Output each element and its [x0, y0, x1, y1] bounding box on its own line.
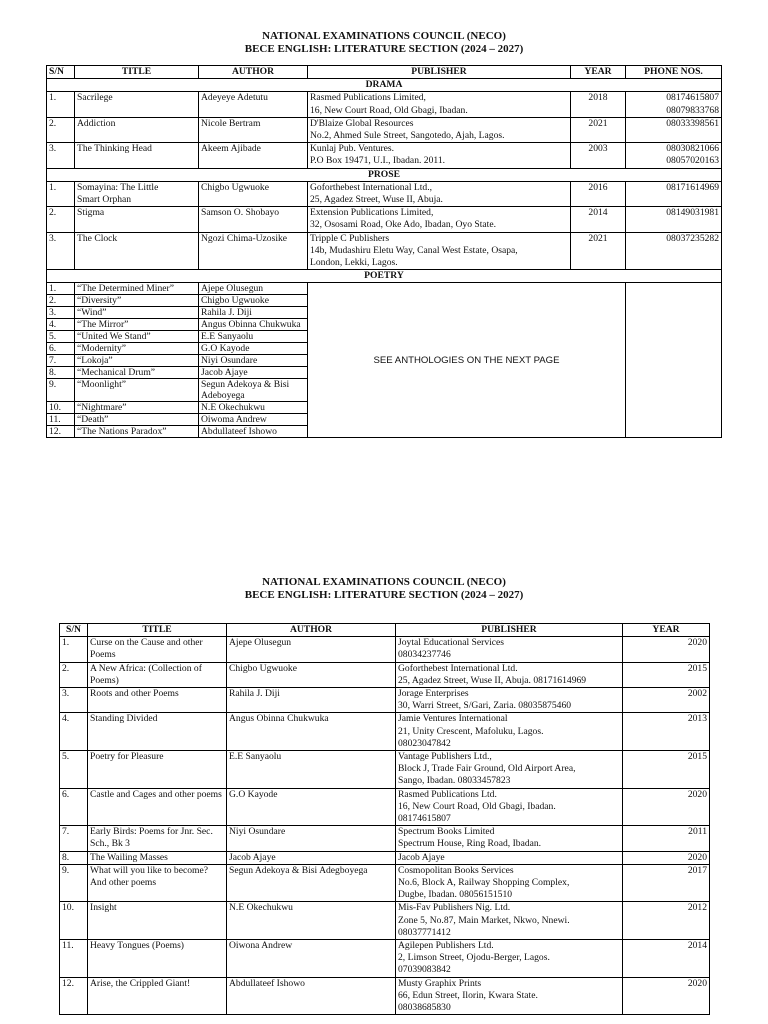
table-row	[47, 207, 722, 232]
row-sn: 12.	[47, 426, 75, 438]
publisher-line: D'Blaize Global Resources	[310, 117, 414, 129]
row-publisher	[396, 713, 623, 751]
row-year: 2014	[571, 207, 626, 232]
page2-heading	[0, 576, 768, 602]
publisher-line: 25, Agadez Street, Wuse II, Abuja.	[310, 194, 443, 206]
row-author: Segun Adekoya & Bisi Adeboyega	[199, 379, 308, 402]
page1-heading	[0, 30, 768, 56]
col-header-sn: S/N	[47, 66, 75, 79]
title-line: Heavy Tongues (Poems)	[90, 940, 185, 952]
table-row	[60, 864, 710, 902]
row-sn: 3.	[47, 143, 75, 168]
table-row	[60, 902, 710, 940]
table-row	[60, 977, 710, 1015]
publisher-line: Sango, Ibadan. 08033457823	[398, 775, 511, 787]
row-sn: 10.	[47, 402, 75, 414]
table-row	[60, 688, 710, 713]
table-row	[60, 940, 710, 978]
row-title	[88, 662, 227, 687]
row-sn: 3.	[60, 688, 88, 713]
table-header-row	[60, 624, 710, 637]
title-line: Standing Divided	[90, 713, 158, 725]
row-sn: 7.	[47, 355, 75, 367]
section-prose: PROSE	[47, 168, 722, 181]
section-drama-row	[47, 79, 722, 92]
row-title: “The Determined Miner”	[75, 283, 199, 295]
row-sn: 6.	[60, 788, 88, 826]
table-row	[60, 751, 710, 789]
row-author: N.E Okechukwu	[199, 402, 308, 414]
table-row	[60, 826, 710, 851]
publisher-line: Joytal Educational Services	[398, 637, 505, 649]
row-title	[88, 851, 227, 864]
title-line: Insight	[90, 902, 117, 914]
publisher-line: Block J, Trade Fair Ground, Old Airport Area,	[398, 763, 576, 775]
row-author: Niyi Osundare	[199, 355, 308, 367]
row-title	[88, 688, 227, 713]
publisher-line: Kunlaj Pub. Ventures.	[310, 143, 395, 155]
row-publisher	[308, 143, 571, 168]
row-publisher	[396, 902, 623, 940]
row-author: Rahila J. Diji	[199, 307, 308, 319]
row-year: 2020	[623, 977, 710, 1015]
row-sn: 1.	[47, 283, 75, 295]
col-header-title: TITLE	[75, 66, 199, 79]
publisher-line: 08038685830	[398, 1002, 451, 1014]
publisher-line: 30, Warri Street, S/Gari, Zaria. 08035875460	[398, 700, 572, 712]
publisher-line: 08023047842	[398, 737, 451, 749]
row-title	[88, 751, 227, 789]
col-header-year: YEAR	[623, 624, 710, 637]
title-line: The Thinking Head	[77, 143, 152, 155]
table-row	[60, 662, 710, 687]
row-title	[88, 977, 227, 1015]
title-line: Castle and Cages and other poems	[90, 788, 222, 800]
title-line: Poems	[90, 649, 116, 661]
row-publisher	[396, 688, 623, 713]
row-author: Abdullateef Ishowo	[227, 977, 396, 1015]
row-publisher	[396, 977, 623, 1015]
row-sn: 1.	[47, 92, 75, 117]
row-publisher	[396, 851, 623, 864]
row-title	[88, 637, 227, 662]
table-row	[47, 143, 722, 168]
publisher-line: 25, Agadez Street, Wuse II, Abuja. 08171614969	[398, 674, 587, 686]
phone-line: 08149031981	[666, 207, 719, 219]
row-year: 2020	[623, 637, 710, 662]
publisher-line: Tripple C Publishers	[310, 232, 390, 244]
row-phone	[626, 181, 722, 206]
row-sn: 8.	[60, 851, 88, 864]
title-line: Curse on the Cause and other	[90, 637, 203, 649]
publisher-line: 21, Unity Crescent, Mafoluku, Lagos.	[398, 725, 544, 737]
row-year: 2020	[623, 788, 710, 826]
row-year: 2011	[623, 826, 710, 851]
table-row	[60, 713, 710, 751]
publisher-line: 2, Limson Street, Ojodu-Berger, Lagos.	[398, 952, 550, 964]
row-year: 2016	[571, 181, 626, 206]
row-author: Jacob Ajaye	[227, 851, 396, 864]
publisher-line: 32, Ososami Road, Oke Ado, Ibadan, Oyo State.	[310, 219, 496, 231]
row-title: “The Mirror”	[75, 319, 199, 331]
row-sn: 2.	[60, 662, 88, 687]
anthology-table-page2	[59, 623, 710, 1015]
table-row	[60, 637, 710, 662]
publisher-line: 66, Edun Street, Ilorin, Kwara State.	[398, 989, 538, 1001]
publisher-line: 08174615807	[398, 813, 451, 825]
col-header-year: YEAR	[571, 66, 626, 79]
row-sn: 6.	[47, 343, 75, 355]
title-line: Poetry for Pleasure	[90, 751, 164, 763]
page2-title-line1: NATIONAL EXAMINATIONS COUNCIL (NECO)	[262, 576, 506, 588]
publisher-line: 16, New Court Road, Old Gbagi, Ibadan.	[310, 104, 468, 116]
phone-line: 08030821066	[666, 143, 719, 155]
row-author: Jacob Ajaye	[199, 367, 308, 379]
row-author: Nicole Bertram	[199, 117, 308, 142]
publisher-line: No.6, Block A, Railway Shopping Complex,	[398, 877, 570, 889]
phone-line: 08171614969	[666, 181, 719, 193]
row-title: “Diversity”	[75, 295, 199, 307]
title-line: Sch., Bk 3	[90, 838, 130, 850]
publisher-line: Cosmopolitan Books Services	[398, 864, 514, 876]
publisher-line: Jacob Ajaye	[398, 851, 445, 863]
table-row	[47, 232, 722, 270]
row-phone	[626, 117, 722, 142]
phone-line: 08057020163	[666, 155, 719, 167]
publisher-line: Rasmed Publications Ltd.	[398, 788, 497, 800]
row-author: Angus Obinna Chukwuka	[227, 713, 396, 751]
row-sn: 5.	[60, 751, 88, 789]
row-author: Chigbo Ugwuoke	[199, 295, 308, 307]
row-sn: 9.	[47, 379, 75, 402]
row-title	[75, 207, 199, 232]
row-publisher	[308, 117, 571, 142]
row-publisher	[308, 232, 571, 270]
row-year: 2021	[571, 117, 626, 142]
row-author: Ngozi Chima-Uzosike	[199, 232, 308, 270]
row-sn: 4.	[47, 319, 75, 331]
publisher-line: No.2, Ahmed Sule Street, Sangotedo, Ajah, Lagos.	[310, 130, 505, 142]
row-author: N.E Okechukwu	[227, 902, 396, 940]
row-sn: 4.	[60, 713, 88, 751]
row-sn: 7.	[60, 826, 88, 851]
table-row	[60, 788, 710, 826]
row-author: Adeyeye Adetutu	[199, 92, 308, 117]
publisher-line: Rasmed Publications Limited,	[310, 92, 426, 104]
table-row	[60, 851, 710, 864]
table-row	[47, 117, 722, 142]
page2-title-line2: BECE ENGLISH: LITERATURE SECTION (2024 – 2027)	[244, 589, 524, 601]
phone-line: 08174615807	[666, 92, 719, 104]
section-drama: DRAMA	[47, 79, 722, 92]
title-line: Roots and other Poems	[90, 688, 179, 700]
publisher-line: 07039083842	[398, 964, 451, 976]
row-title: “Wind”	[75, 307, 199, 319]
table-row	[47, 181, 722, 206]
title-line: The Clock	[77, 232, 118, 244]
row-title	[75, 117, 199, 142]
col-header-author: AUTHOR	[227, 624, 396, 637]
row-sn: 2.	[47, 207, 75, 232]
row-author: Segun Adekoya & Bisi Adegboyega	[227, 864, 396, 902]
row-year: 2015	[623, 751, 710, 789]
col-header-sn: S/N	[60, 624, 88, 637]
publisher-line: Spectrum Books Limited	[398, 826, 495, 838]
row-title	[88, 902, 227, 940]
row-publisher	[308, 92, 571, 117]
row-title	[88, 713, 227, 751]
row-author: E.E Sanyaolu	[227, 751, 396, 789]
row-sn: 3.	[47, 232, 75, 270]
publisher-line: Musty Graphix Prints	[398, 977, 482, 989]
publisher-line: Jorage Enterprises	[398, 688, 469, 700]
row-publisher	[396, 637, 623, 662]
publisher-line: Vantage Publishers Ltd.,	[398, 751, 492, 763]
publisher-line: 14b, Mudashiru Eletu Way, Canal West Estate, Osapa,	[310, 244, 518, 256]
row-title: “Lokoja”	[75, 355, 199, 367]
title-line: Arise, the Crippled Giant!	[90, 977, 191, 989]
title-line: Smart Orphan	[77, 194, 132, 206]
literature-table-page1	[46, 65, 722, 438]
section-prose-row	[47, 168, 722, 181]
publisher-line: 16, New Court Road, Old Gbagi, Ibadan.	[398, 800, 556, 812]
row-author: Oiwoma Andrew	[199, 414, 308, 426]
row-author: Oiwona Andrew	[227, 940, 396, 978]
row-sn: 10.	[60, 902, 88, 940]
row-author: G.O Kayode	[227, 788, 396, 826]
row-publisher	[396, 940, 623, 978]
row-phone	[626, 92, 722, 117]
publisher-line: P.O Box 19471, U.I., Ibadan. 2011.	[310, 155, 446, 167]
table-header-row	[47, 66, 722, 79]
row-year: 2002	[623, 688, 710, 713]
row-year: 2012	[623, 902, 710, 940]
row-sn: 2.	[47, 295, 75, 307]
row-sn: 1.	[47, 181, 75, 206]
row-title: “United We Stand”	[75, 331, 199, 343]
phone-line: 08037235282	[666, 232, 719, 244]
row-publisher	[396, 826, 623, 851]
row-year: 2021	[571, 232, 626, 270]
row-author: Chigbo Ugwuoke	[199, 181, 308, 206]
row-year: 2020	[623, 851, 710, 864]
row-sn: 3.	[47, 307, 75, 319]
col-header-publisher: PUBLISHER	[396, 624, 623, 637]
section-poetry-row	[47, 270, 722, 283]
title-line: Poems)	[90, 674, 119, 686]
row-sn: 12.	[60, 977, 88, 1015]
publisher-line: Goforthebest International Ltd.,	[310, 181, 433, 193]
title-line: Stigma	[77, 207, 105, 219]
row-year: 2017	[623, 864, 710, 902]
row-author: Ajepe Olusegun	[199, 283, 308, 295]
row-year: 2003	[571, 143, 626, 168]
row-sn: 5.	[47, 331, 75, 343]
row-year: 2018	[571, 92, 626, 117]
title-line: And other poems	[90, 877, 157, 889]
row-sn: 1.	[60, 637, 88, 662]
phone-line: 08079833768	[666, 104, 719, 116]
row-sn: 11.	[47, 414, 75, 426]
row-author: Angus Obinna Chukwuka	[199, 319, 308, 331]
row-publisher	[396, 751, 623, 789]
row-author: Rahila J. Diji	[227, 688, 396, 713]
publisher-line: Mis-Fav Publishers Nig. Ltd.	[398, 902, 511, 914]
page1-title-line2: BECE ENGLISH: LITERATURE SECTION (2024 – 2027)	[244, 43, 524, 55]
row-title: “Mechanical Drum”	[75, 367, 199, 379]
col-header-title: TITLE	[88, 624, 227, 637]
row-author: Chigbo Ugwuoke	[227, 662, 396, 687]
row-title	[88, 940, 227, 978]
title-line: A New Africa: (Collection of	[90, 662, 202, 674]
row-title	[88, 864, 227, 902]
publisher-line: 08034237746	[398, 649, 451, 661]
row-author: Ajepe Olusegun	[227, 637, 396, 662]
row-title	[75, 92, 199, 117]
row-sn: 8.	[47, 367, 75, 379]
row-sn: 2.	[47, 117, 75, 142]
publisher-line: Agilepen Publishers Ltd.	[398, 940, 494, 952]
row-title	[75, 143, 199, 168]
title-line: Somayina: The Little	[77, 181, 159, 193]
row-phone	[626, 143, 722, 168]
row-phone	[626, 232, 722, 270]
title-line: Early Birds: Poems for Jnr. Sec.	[90, 826, 213, 838]
row-sn: 9.	[60, 864, 88, 902]
phone-line: 08033398561	[666, 117, 719, 129]
row-phone	[626, 207, 722, 232]
row-sn: 11.	[60, 940, 88, 978]
col-header-author: AUTHOR	[199, 66, 308, 79]
row-year: 2015	[623, 662, 710, 687]
title-line: What will you like to become?	[90, 864, 209, 876]
row-title	[75, 232, 199, 270]
row-author: Niyi Osundare	[227, 826, 396, 851]
page1-title-line1: NATIONAL EXAMINATIONS COUNCIL (NECO)	[262, 30, 506, 42]
publisher-line: Spectrum House, Ring Road, Ibadan.	[398, 838, 542, 850]
row-publisher	[396, 662, 623, 687]
row-year: 2013	[623, 713, 710, 751]
row-publisher	[308, 181, 571, 206]
title-line: The Wailing Masses	[90, 851, 168, 863]
phone-blank	[626, 283, 722, 438]
row-title: “Death”	[75, 414, 199, 426]
col-header-phone: PHONE NOS.	[626, 66, 722, 79]
publisher-line: Dugbe, Ibadan. 08056151510	[398, 889, 513, 901]
row-title	[88, 826, 227, 851]
publisher-line: Extension Publications Limited,	[310, 207, 434, 219]
table-row	[47, 92, 722, 117]
row-author: Abdullateef Ishowo	[199, 426, 308, 438]
row-title: “Nightmare”	[75, 402, 199, 414]
title-line: Addiction	[77, 117, 116, 129]
publisher-line: 08037771412	[398, 926, 451, 938]
row-author: E.E Sanyaolu	[199, 331, 308, 343]
title-line: Sacrilege	[77, 92, 113, 104]
row-publisher	[396, 864, 623, 902]
row-title	[88, 788, 227, 826]
publisher-line: Jamie Ventures International	[398, 713, 508, 725]
row-title: “Moonlight”	[75, 379, 199, 402]
publisher-line: Goforthebest International Ltd.	[398, 662, 518, 674]
row-title: “Modernity”	[75, 343, 199, 355]
row-author: Samson O. Shobayo	[199, 207, 308, 232]
row-publisher	[308, 207, 571, 232]
anthology-note: SEE ANTHOLOGIES ON THE NEXT PAGE	[308, 283, 626, 438]
section-poetry: POETRY	[47, 270, 722, 283]
publisher-line: London, Lekki, Lagos.	[310, 257, 398, 269]
col-header-publisher: PUBLISHER	[308, 66, 571, 79]
row-publisher	[396, 788, 623, 826]
row-title: “The Nations Paradox”	[75, 426, 199, 438]
row-year: 2014	[623, 940, 710, 978]
row-author: Akeem Ajibade	[199, 143, 308, 168]
row-author: G.O Kayode	[199, 343, 308, 355]
table-row	[47, 283, 722, 295]
row-title	[75, 181, 199, 206]
publisher-line: Zone 5, No.87, Main Market, Nkwo, Nnewi.	[398, 914, 570, 926]
